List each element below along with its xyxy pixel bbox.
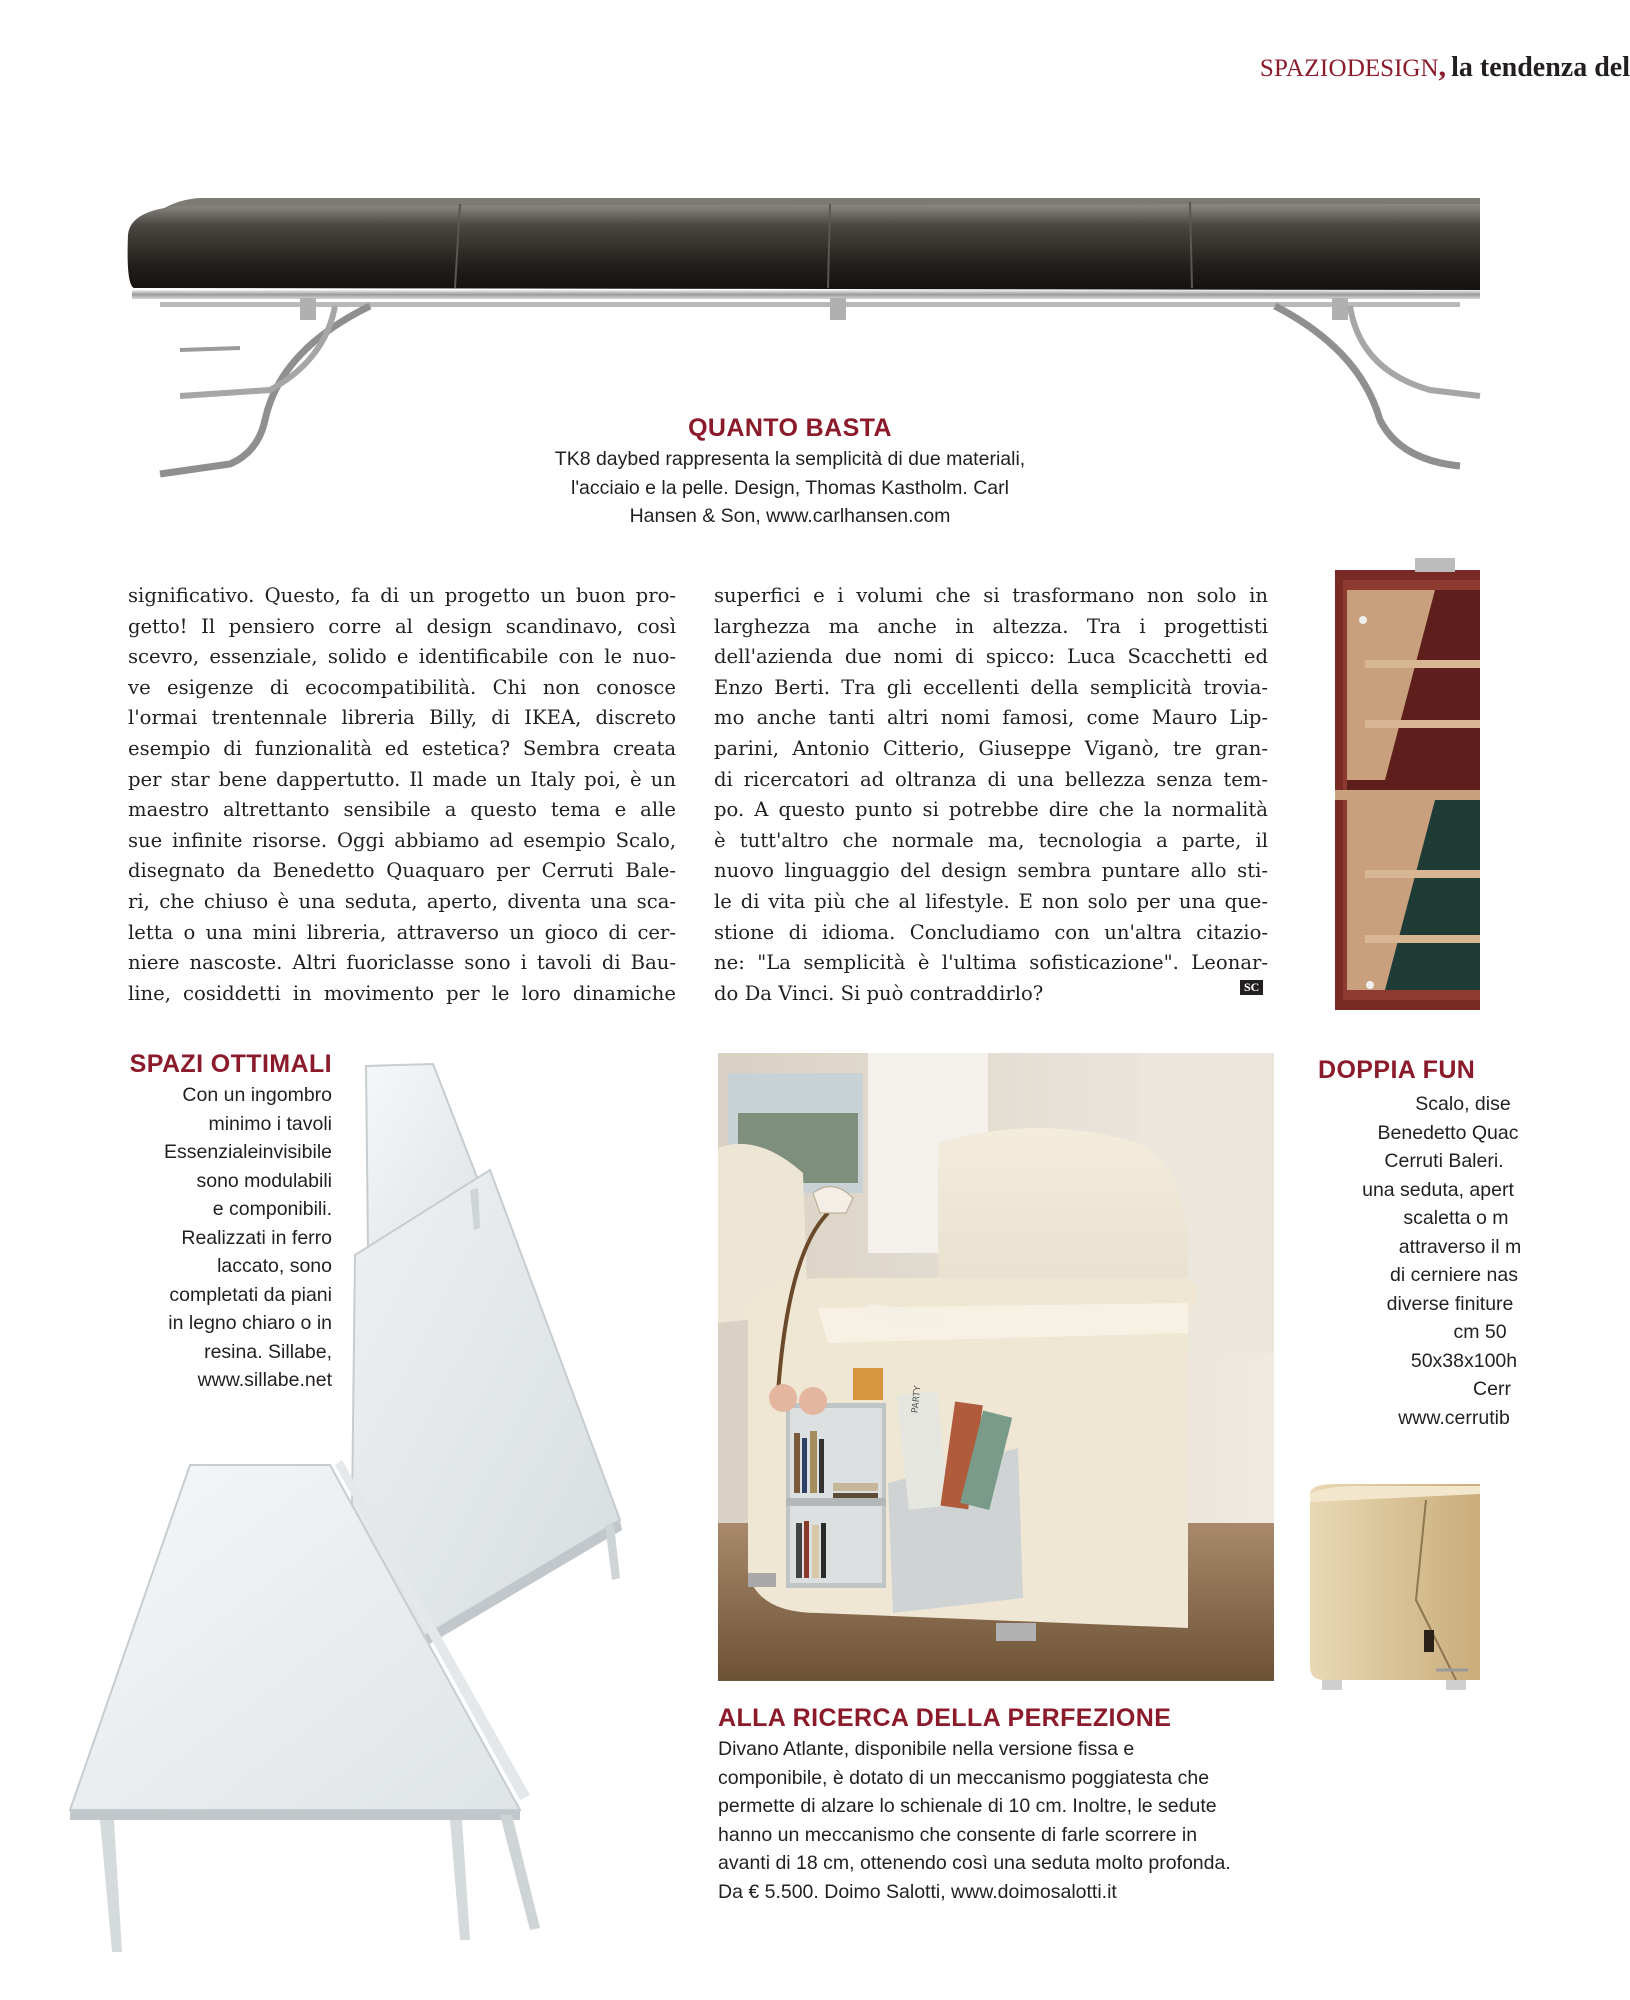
- article-line: getto! Il pensiero corre al design scandinavo, così: [128, 614, 676, 638]
- scalo-closed-illustration: [1296, 1480, 1480, 1700]
- scalo-open-photo: [1325, 550, 1480, 1020]
- scalo-open-illustration: [1325, 550, 1480, 1020]
- article-line: è tutt'altro che normale ma, tecnologia a parte, il: [714, 828, 1268, 852]
- caption-scalo-line: www.cerrutib: [1398, 1406, 1510, 1429]
- caption-sofa-line: componibile, è dotato di un meccanismo poggiatesta che: [718, 1766, 1210, 1789]
- caption-scalo-line: 50x38x100h: [1410, 1349, 1518, 1372]
- tables-photo: [60, 1060, 680, 1960]
- article-line: significativo. Questo, fa di un progetto un buon pro-: [128, 584, 676, 607]
- article-line: di ricercatori ad oltranza di una bellezza senza tem-: [714, 767, 1268, 791]
- caption-tables-line: sono modulabili: [196, 1169, 332, 1192]
- article-line: ri, che chiuso è una seduta, aperto, diventa una sca-: [128, 889, 676, 913]
- caption-sofa-line: hanno un meccanismo che consente di farle scorrere in: [718, 1823, 1198, 1846]
- caption-daybed: [470, 414, 1110, 531]
- running-head-section: la tendenza del: [1451, 52, 1630, 83]
- caption-tables-line: www.sillabe.net: [197, 1369, 332, 1391]
- caption-tables-line: minimo i tavoli: [208, 1112, 332, 1135]
- caption-tables-line: e componibili.: [212, 1198, 332, 1220]
- caption-scalo-line: Benedetto Quac: [1377, 1121, 1519, 1144]
- article-line: ve esigenze di ecocompatibilità. Chi non conosce: [128, 675, 676, 699]
- article-line: stione di idioma. Concludiamo con un'altra citazio-: [714, 920, 1268, 944]
- caption-daybed-line: l'acciaio e la pelle. Design, Thomas Kastholm. Carl: [571, 476, 1009, 499]
- caption-scalo: [1318, 1056, 1518, 1087]
- sofa-illustration: [718, 1053, 1274, 1681]
- article-column-2: [714, 581, 1268, 1009]
- article-line: niere nascoste. Altri fuoriclasse sono i tavoli di Bau-: [128, 951, 676, 975]
- caption-scalo-line: di cerniere nas: [1390, 1264, 1518, 1286]
- article-line: sue infinite risorse. Oggi abbiamo ad esempio Scalo,: [128, 828, 676, 852]
- caption-sofa-title: ALLA RICERCA DELLA PERFEZIONE: [718, 1704, 1172, 1732]
- article-line: disegnato da Benedetto Quaquaro per Cerruti Bale-: [128, 859, 676, 883]
- article-line: per star bene dappertutto. Il made un Italy poi, è un: [128, 767, 676, 791]
- caption-sofa-line: avanti di 18 cm, ottenendo così una seduta molto profonda.: [718, 1852, 1231, 1874]
- article-line: nuovo linguaggio del design sembra puntare allo sti-: [714, 859, 1268, 883]
- article-line: superfici e i volumi che si trasformano non solo in: [714, 584, 1268, 607]
- caption-tables-line: laccato, sono: [217, 1255, 332, 1277]
- caption-tables-line: resina. Sillabe,: [204, 1340, 332, 1363]
- caption-daybed-title: QUANTO BASTA: [688, 414, 892, 442]
- scalo-closed-photo: [1296, 1480, 1480, 1700]
- caption-sofa-line: permette di alzare lo schienale di 10 cm. Inoltre, le sedute: [718, 1795, 1217, 1817]
- author-signature: SC: [1240, 980, 1263, 995]
- caption-tables-line: completati da piani: [169, 1283, 332, 1306]
- article-line: line, cosiddetti in movimento per le loro dinamiche: [128, 981, 676, 1005]
- article-line: letta o una mini libreria, attraverso un gioco di cer-: [128, 920, 676, 944]
- caption-daybed-line: TK8 daybed rappresenta la semplicità di due materiali,: [554, 448, 1026, 470]
- caption-tables-line: Realizzati in ferro: [181, 1226, 332, 1249]
- caption-scalo-body: [1298, 1090, 1522, 1432]
- caption-scalo-line: diverse finiture: [1386, 1292, 1514, 1315]
- caption-tables-title: SPAZI OTTIMALI: [129, 1050, 332, 1078]
- caption-tables-line: in legno chiaro o in: [168, 1312, 332, 1334]
- article-line: mo anche tanti altri nomi famosi, come Mauro Lip-: [714, 706, 1268, 730]
- caption-scalo-line: cm 50: [1453, 1321, 1507, 1343]
- magazine-cover-text: PARTY: [910, 1385, 924, 1414]
- running-head-brand-a: SPAZIO: [1259, 55, 1347, 82]
- caption-scalo-line: scaletta o m: [1403, 1207, 1509, 1229]
- article-line: parini, Antonio Citterio, Giuseppe Viganò, tre gran-: [714, 736, 1268, 760]
- article-line: maestro altrettanto sensibile a questo tema e alle: [128, 798, 676, 822]
- article-line: esempio di funzionalità ed estetica? Sembra creata: [128, 736, 676, 760]
- caption-scalo-line: Scalo, dise: [1415, 1093, 1511, 1115]
- caption-scalo-title: DOPPIA FUN: [1318, 1056, 1476, 1084]
- caption-scalo-line: attraverso il m: [1398, 1235, 1522, 1258]
- article-line: Enzo Berti. Tra gli eccellenti della semplicità trovia-: [714, 675, 1268, 699]
- caption-scalo-line: Cerruti Baleri.: [1384, 1150, 1504, 1172]
- caption-tables-line: Con un ingombro: [182, 1084, 332, 1106]
- caption-scalo-line: Cerr: [1473, 1378, 1511, 1400]
- caption-daybed-line: Hansen & Son, www.carlhansen.com: [629, 505, 951, 527]
- caption-tables-line: Essenzialeinvisibile: [164, 1141, 332, 1163]
- sofa-photo: [718, 1053, 1274, 1681]
- caption-sofa-line: Da € 5.500. Doimo Salotti, www.doimosalotti.it: [718, 1880, 1117, 1903]
- article-column-1: [128, 581, 676, 1009]
- article-line: le di vita più che al lifestyle. E non solo per una que-: [714, 889, 1268, 913]
- article-line: dell'azienda due nomi di spicco: Luca Scacchetti ed: [714, 645, 1268, 669]
- caption-sofa-line: Divano Atlante, disponibile nella versione fissa e: [718, 1738, 1135, 1760]
- article-line: l'ormai trentennale libreria Billy, di IKEA, discreto: [128, 706, 676, 730]
- article-line: larghezza ma anche in altezza. Tra i progettisti: [714, 614, 1268, 638]
- running-head-comma: ,: [1438, 50, 1447, 83]
- article-line: do Da Vinci. Si può contraddirlo?: [714, 981, 1044, 1005]
- tables-illustration: [60, 1060, 680, 1960]
- article-line: scevro, essenziale, solido e identificabile con le nuo-: [128, 645, 676, 669]
- running-head-brand-b: DESIGN: [1346, 55, 1439, 82]
- caption-sofa: [718, 1704, 1338, 1906]
- caption-scalo-line: una seduta, apert: [1362, 1178, 1514, 1201]
- running-head: [1260, 50, 1630, 84]
- article-line: ne: "La semplicità è l'ultima sofisticazione". Leonar-: [714, 951, 1268, 975]
- article-line: po. A questo punto si potrebbe dire che la normalità: [714, 798, 1268, 822]
